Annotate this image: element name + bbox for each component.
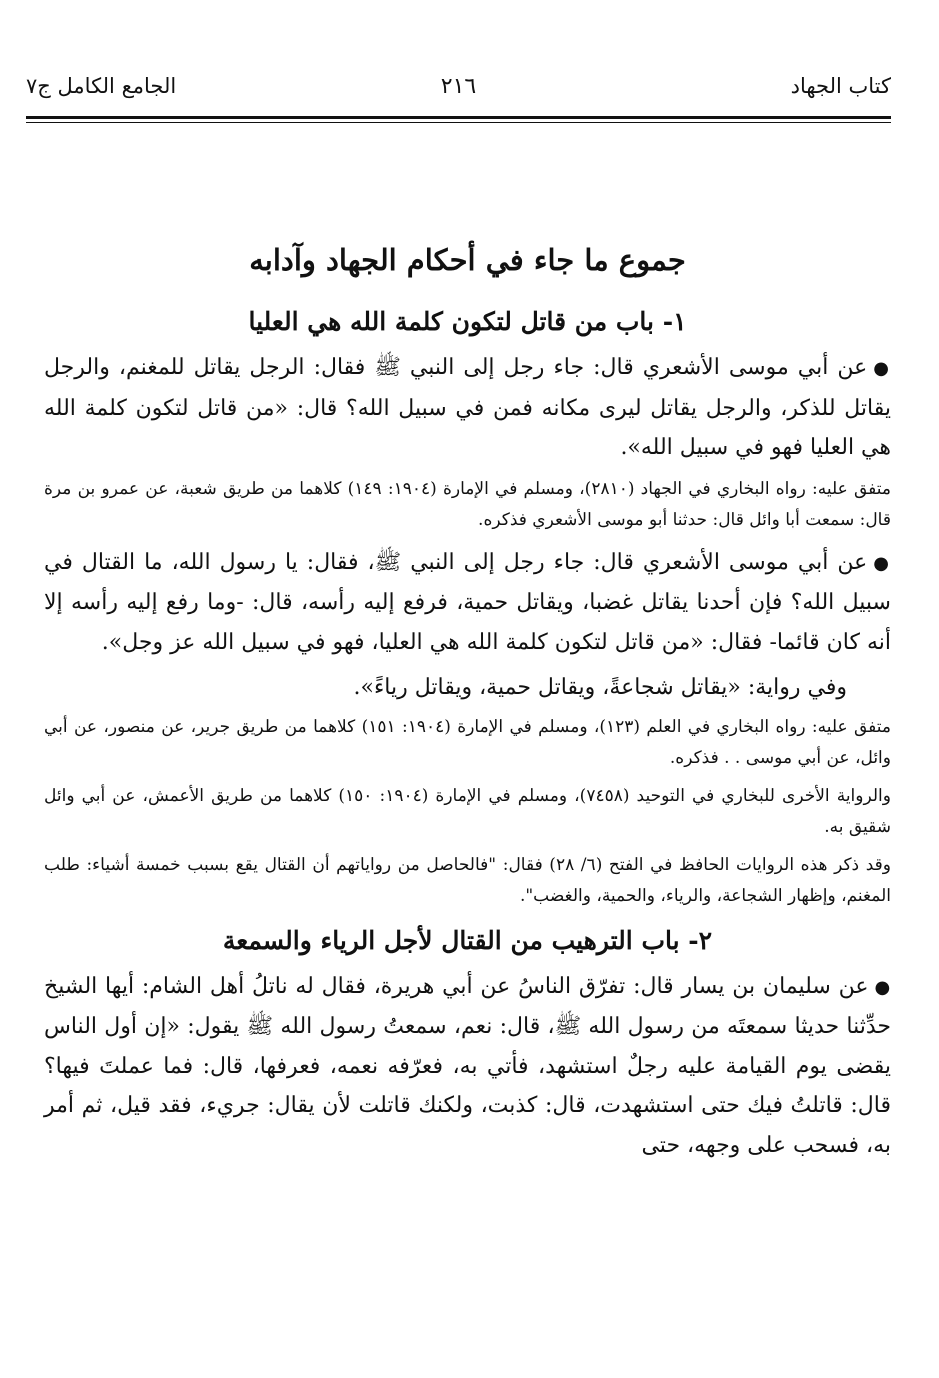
hadith-2 <box>44 543 891 663</box>
bullet-icon: ● <box>873 552 892 574</box>
takhrij-note-2: متفق عليه: رواه البخاري في العلم (١٢٣)، ومسلم في الإمارة (١٩٠٤: ١٥١) كلاهما من طريق جرير، عن منصور، عن أبي وائل، عن أبي موسى . . فذكره. <box>44 716 891 768</box>
hadith-1 <box>44 348 891 468</box>
bullet-icon: ● <box>874 976 891 998</box>
page-header <box>26 74 891 114</box>
takhrij-note-1: متفق عليه: رواه البخاري في الجهاد (٢٨١٠)، ومسلم في الإمارة (١٩٠٤: ١٤٩) كلاهما من طريق شعبة، عن عمرو بن مرة قال: سمعت أبا وائل قال: حدثنا أبو موسى الأشعري فذكره. <box>44 478 892 530</box>
header-rule-thick <box>26 116 891 119</box>
running-head-section: كتاب الجهاد <box>790 74 891 98</box>
running-head-book-title: الجامع الكامل ج٧ <box>26 74 177 98</box>
chapter-1-title: ١- باب من قاتل لتكون كلمة الله هي العليا <box>248 307 687 336</box>
hadith-3-text: عن سليمان بن يسار قال: تفرّق الناسُ عن أبي هريرة، فقال له ناتلُ أهل الشام: أيها الشيخ حدِّثنا حديثا سمعتَه من رسول الله ﷺ، قال: نعم، سمعتُ رسول الله ﷺ يقول: «إن أول الناس يقضى يوم القيامة عليه رجلٌ استشهد، فأتي به، فعرّفه نعمه، فعرفها، قال: فما عملتَ فيها؟ قال: قاتلتُ فيك حتى استشهدت، قال: كذبت، ولكنك قاتلت لأن يقال: جريء، فقد قيل، ثم أمر به، فسحب على وجهه، حتى <box>44 973 891 1158</box>
page-number: ٢١٦ <box>440 74 477 99</box>
page-body <box>44 236 891 1171</box>
header-rule-thin <box>26 122 891 123</box>
takhrij-note-4: وقد ذكر هذه الروايات الحافظ في الفتح (٦/ ٢٨) فقال: "فالحاصل من رواياتهم أن القتال يقع بسبب خمسة أشياء: طلب المغنم، وإظهار الشجاعة، والرياء، والحمية، والغضب". <box>44 854 891 906</box>
takhrij-note-3: والرواية الأخرى للبخاري في التوحيد (٧٤٥٨)، ومسلم في الإمارة (١٩٠٤: ١٥٠) كلاهما من طريق الأعمش، عن أبي وائل شقيق به. <box>44 785 891 837</box>
hadith-1-text: عن أبي موسى الأشعري قال: جاء رجل إلى النبي ﷺ فقال: الرجل يقاتل للمغنم، والرجل يقاتل للذكر، والرجل يقاتل ليرى مكانه فمن في سبيل الله؟ قال: «من قاتل لتكون كلمة الله هي العليا فهو في سبيل الله». <box>44 355 891 460</box>
variant-narration: وفي رواية: «يقاتل شجاعةً، ويقاتل حمية، ويقاتل رياءً». <box>353 675 847 700</box>
hadith-2-text: عن أبي موسى الأشعري قال: جاء رجل إلى النبي ﷺ، فقال: يا رسول الله، ما القتال في سبيل الله؟ فإن أحدنا يقاتل غضبا، ويقاتل حمية، فرفع إليه رأسه، قال: -وما رفع إليه رأسه إلا أنه كان قائما- فقال: «من قاتل لتكون كلمة الله هي العليا، فهو في سبيل الله عز وجل». <box>44 549 891 655</box>
chapter-2-title: ٢- باب الترهيب من القتال لأجل الرياء والسمعة <box>222 925 713 955</box>
bullet-icon: ● <box>873 358 891 379</box>
main-title: جموع ما جاء في أحكام الجهاد وآدابه <box>249 243 686 277</box>
hadith-3 <box>44 967 891 1166</box>
